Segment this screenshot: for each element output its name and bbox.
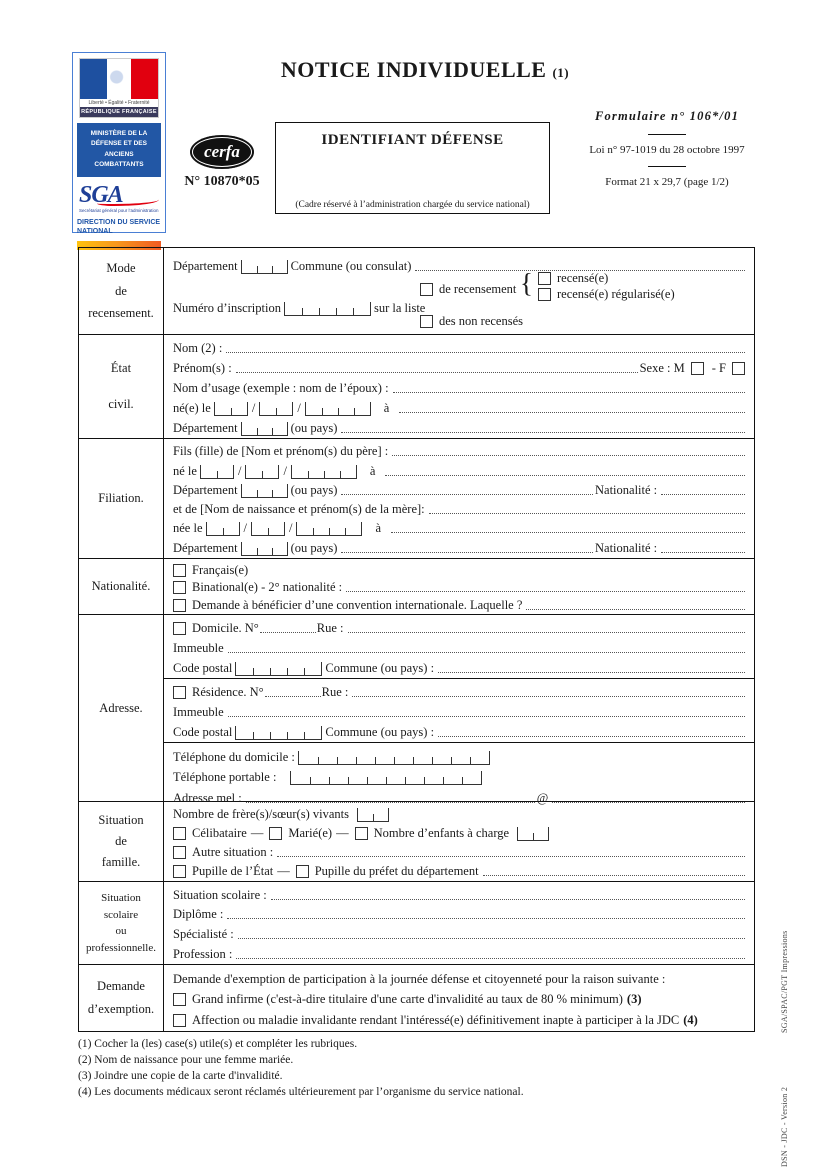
slash-glyph: / [243,521,247,536]
page-title-text: NOTICE INDIVIDUELLE [280,57,547,82]
nom-usage-label: Nom d’usage (exemple : nom de l’époux) : [173,381,389,395]
domicile-code-postal-comb[interactable] [235,662,322,676]
motto-text: Liberté • Égalité • Fraternité [88,100,150,106]
line-francais [173,561,747,579]
specialite-label: Spécialisté : [173,927,234,942]
checkbox-affection[interactable] [173,1014,186,1027]
recense-option [538,271,675,287]
profession-label: Profession : [173,946,233,961]
residence-label: Résidence. N° [192,685,264,699]
commune-pays-label: Commune (ou pays) : [325,661,435,675]
immeuble-label: Immeuble [173,641,224,655]
page-title [225,57,625,83]
pupille-etat-label: Pupille de l’État [192,864,274,878]
nationalite-label: Nationalité : [595,540,658,555]
commune-label: Commune (ou consulat) [290,259,412,273]
pupille-prefet-field[interactable] [483,875,745,876]
domicile-label: Domicile. N° [192,621,259,635]
mere-departement-comb[interactable] [241,542,288,556]
liste-de-recensement-option [420,282,516,298]
pere-pays-field[interactable] [341,494,593,495]
checkbox-non-recenses[interactable] [420,315,433,328]
checkbox-sexe-m[interactable] [691,362,704,375]
direction-service-national-label: DIRECTION DU SERVICE NATIONAL [77,218,161,235]
line-mere-naissance [173,518,747,537]
line-profession [173,943,747,963]
nom-field[interactable] [226,352,745,353]
mere-field[interactable] [429,513,745,514]
divider [648,134,686,135]
residence-block [164,679,754,743]
checkbox-pupille-prefet[interactable] [296,865,309,878]
binational-label: Binational(e) - 2° nationalité : [192,580,343,595]
domicile-commune-field[interactable] [438,672,745,673]
sga-acronym: SGA [79,181,123,208]
pere-lieu-field[interactable] [385,475,745,476]
checkbox-enfants-charge[interactable] [355,827,368,840]
line-pere-naissance [173,460,747,479]
pere-departement-comb[interactable] [241,484,288,498]
section-label-adresse: Adresse. [79,615,164,801]
identifiant-defense-box [275,122,550,214]
section-content-filiation [164,439,754,558]
line-situation-scolaire [173,884,747,904]
idbox-title: IDENTIFIANT DÉFENSE [321,132,504,148]
line-exemption-intro [173,967,747,988]
ou-pays-label: (ou pays) [290,421,338,435]
page-title-note: (1) [552,65,570,80]
mere-lieu-field[interactable] [391,532,745,533]
side-text-version: DSN - JDC - Version 2 [780,1086,789,1167]
section-nationalite [79,558,754,614]
recense-label: recensé(e) [557,271,609,285]
line-nom-usage [173,377,747,397]
checkbox-marie[interactable] [269,827,282,840]
section-content-mode [164,248,754,334]
convention-field[interactable] [526,609,745,610]
line-residence-code-postal [173,721,747,741]
departement-label: Département [173,482,238,497]
section-content-adresse [164,615,754,805]
section-label-filiation: Filiation. [79,439,164,558]
section-situation-scolaire [79,881,754,964]
line-mere [173,499,747,518]
autre-situation-field[interactable] [277,856,745,857]
freres-soeurs-label: Nombre de frère(s)/sœur(s) vivants [173,807,349,821]
dash-glyph: — [336,826,349,840]
mere-day-comb[interactable] [206,522,240,536]
line-autre-situation [173,842,747,861]
checkbox-convention[interactable] [173,599,186,612]
mere-month-comb[interactable] [251,522,285,536]
section-content-exemption [164,965,754,1031]
footnote-3: (3) Joindre une copie de la carte d'invalidité. [78,1070,283,1082]
cerfa-number: N° 10870*05 [184,174,260,189]
domicile-immeuble-field[interactable] [228,652,745,653]
checkbox-recense[interactable] [538,272,551,285]
checkbox-recense-regularise[interactable] [538,288,551,301]
footnote-4: (4) Les documents médicaux seront réclamés ultérieurement par l’organisme du service national. [78,1086,524,1098]
line-pere-departement [173,480,747,499]
section-demande-exemption [79,964,754,1031]
section-situation-famille [79,801,754,881]
mere-pays-field[interactable] [341,552,593,553]
line-prenoms-sexe [173,357,747,377]
a-label: à [375,521,382,536]
checkbox-domicile[interactable] [173,622,186,635]
line-pupille [173,861,747,880]
exemption-intro-label: Demande d'exemption de participation à la journée défense et citoyenneté pour la raison suivante : [173,971,666,986]
checkbox-francais[interactable] [173,564,186,577]
sexe-f-label: - F [711,361,726,375]
line-convention [173,596,747,614]
law-reference: Loi n° 97-1019 du 28 octobre 1997 [589,144,745,156]
nom-label: Nom (2) : [173,341,223,355]
tel-domicile-label: Téléphone du domicile : [173,749,295,764]
residence-commune-field[interactable] [438,736,745,737]
line-domicile-code-postal [173,657,747,677]
commune-pays-label: Commune (ou pays) : [325,725,435,739]
checkbox-sexe-f[interactable] [732,362,745,375]
line-residence-immeuble [173,701,747,721]
form-number: Formulaire n° 106*/01 [594,109,740,123]
celibataire-label: Célibataire [192,826,247,840]
recense-regularise-label: recensé(e) régularisé(e) [557,287,675,301]
republique-francaise-label: RÉPUBLIQUE FRANÇAISE [81,109,157,115]
departement-label: Département [173,540,238,555]
section-label-famille: Situation de famille. [79,802,164,881]
slash-glyph: / [237,463,242,478]
checkbox-binational[interactable] [173,581,186,594]
line-binational [173,579,747,597]
line-mere-departement [173,537,747,556]
line-nom [173,337,747,357]
cerfa-oval-icon [190,135,254,169]
ne-le-label: né(e) le [173,401,211,415]
line-residence [173,681,747,701]
tel-portable-comb[interactable] [290,771,482,785]
rue-label: Rue : [321,685,349,699]
affection-label: Affection ou maladie invalidante rendant l'intéressé(e) définitivement inapte à participer à la JDC [192,1012,680,1027]
section-mode-de-recensement [79,248,754,334]
situation-scolaire-label: Situation scolaire : [173,887,267,902]
line-situation-matrimoniale [173,823,747,842]
checkbox-pupille-etat[interactable] [173,865,186,878]
pere-day-comb[interactable] [200,465,234,479]
at-glyph: @ [536,790,549,805]
line-domicile [173,617,747,637]
a-label: à [383,401,390,415]
republique-francaise-logo [79,58,159,118]
side-text-impressions: SGA/SPAC/PGT Impressions [780,930,789,1033]
section-label-etat-civil: État civil. [79,335,164,438]
line-specialite [173,923,747,943]
autre-situation-label: Autre situation : [192,845,274,859]
domicile-rue-field[interactable] [348,632,745,633]
divider [648,166,686,167]
slash-glyph: / [283,463,287,478]
prenoms-field[interactable] [236,372,638,373]
residence-numero-field[interactable] [265,696,321,697]
birth-day-comb[interactable] [214,402,248,416]
lieu-naissance-field[interactable] [399,412,745,413]
domicile-numero-field[interactable] [260,632,316,633]
convention-label: Demande à bénéficier d’une convention internationale. Laquelle ? [192,597,523,612]
rue-label: Rue : [316,621,344,635]
section-label-mode: Mode de recensement. [79,248,164,334]
line-tel-portable [173,766,747,787]
footnotes [78,1036,718,1100]
section-filiation [79,438,754,558]
specialite-field[interactable] [238,938,745,939]
cerfa-label: cerfa [204,142,240,161]
mere-year-comb[interactable] [296,522,362,536]
ne-le-label: né le [173,463,197,478]
line-domicile-immeuble [173,637,747,657]
birth-year-comb[interactable] [305,402,371,416]
nationalite-label: Nationalité : [595,482,658,497]
line-date-naissance [173,397,747,417]
adresse-mel-label: Adresse mel : [173,790,242,805]
slash-glyph: / [288,521,293,536]
checkbox-liste-de-recensement[interactable] [420,283,433,296]
pere-field[interactable] [392,455,745,456]
numero-inscription-comb[interactable] [284,302,371,316]
marie-label: Marié(e) [288,826,333,840]
diplome-label: Diplôme : [173,907,224,922]
footnote-1: (1) Cocher la (les) case(s) utile(s) et compléter les rubriques. [78,1038,358,1050]
slash-glyph: / [297,401,301,415]
line-diplome [173,904,747,924]
recense-regularise-option [538,287,675,303]
francais-label: Français(e) [192,562,249,577]
enfants-charge-comb[interactable] [517,827,549,841]
form-meta-block [572,109,762,188]
domicile-block [164,615,754,679]
note-3-ref: (3) [626,992,642,1006]
numero-inscription-label: Numéro d’inscription [173,301,281,315]
diplome-field[interactable] [227,918,745,919]
departement-code-comb[interactable] [241,260,288,274]
line-pere [173,441,747,460]
profession-field[interactable] [236,958,745,959]
pere-month-comb[interactable] [245,465,279,479]
residence-code-postal-comb[interactable] [235,726,322,740]
ministry-logo-block [72,52,166,233]
ou-pays-label: (ou pays) [290,540,338,555]
slash-glyph: / [251,401,256,415]
line-freres-soeurs [173,804,747,823]
prenoms-label: Prénom(s) : [173,361,232,375]
departement-label: Département [173,259,238,273]
checkbox-residence[interactable] [173,686,186,699]
situation-scolaire-field[interactable] [271,899,745,900]
sexe-m-label: Sexe : M [639,361,685,375]
tel-domicile-comb[interactable] [298,751,490,765]
de-recensement-label: de recensement [439,282,517,296]
departement-naissance-comb[interactable] [241,422,288,436]
sga-subtitle: Secrétariat général pour l’administration [79,207,159,213]
idbox-note: (Cadre réservé à l’administration chargée du service national) [295,200,530,210]
format-reference: Format 21 x 29,7 (page 1/2) [605,176,729,188]
non-recenses-option [420,314,523,330]
line-tel-domicile [173,745,747,766]
recense-options [538,271,675,303]
residence-immeuble-field[interactable] [228,716,745,717]
line-numero-inscription [173,301,425,317]
mere-label: et de [Nom de naissance et prénom(s) de la mère]: [173,502,425,517]
ou-pays-label: (ou pays) [290,482,338,497]
main-form-table [78,247,755,1032]
pays-naissance-field[interactable] [341,432,745,433]
freres-soeurs-comb[interactable] [357,808,389,822]
section-adresse [79,614,754,805]
birth-month-comb[interactable] [259,402,293,416]
code-postal-label: Code postal [173,661,233,675]
contact-block [164,743,754,808]
sur-la-liste-label: sur la liste [373,301,426,315]
code-postal-label: Code postal [173,725,233,739]
line-departement-naissance [173,417,747,437]
nee-le-label: née le [173,521,203,536]
non-recenses-label: des non recensés [439,314,523,328]
grand-infirme-label: Grand infirme (c'est-à-dire titulaire d'une carte d'invalidité au taux de 80 % minimum) [192,992,623,1006]
tel-portable-label: Téléphone portable : [173,770,277,784]
checkbox-celibataire[interactable] [173,827,186,840]
sga-logo [77,183,161,213]
section-label-nationalite: Nationalité. [79,559,164,614]
section-content-scolaire [164,882,754,964]
footnote-2: (2) Nom de naissance pour une femme mariée. [78,1054,294,1066]
note-4-ref: (4) [683,1012,698,1027]
line-affection [173,1008,747,1029]
a-label: à [369,463,376,478]
mere-nationalite-field[interactable] [661,552,745,553]
departement-label: Département [173,421,238,435]
binational-field[interactable] [346,591,745,592]
pupille-prefet-label: Pupille du préfet du département [314,864,479,878]
section-content-nationalite [164,559,754,614]
section-label-exemption: Demande d’exemption. [79,965,164,1031]
cerfa-logo-block [180,135,264,190]
dash-glyph: — [277,864,290,878]
enfants-charge-label: Nombre d’enfants à charge [373,826,510,840]
dash-glyph: — [250,826,264,840]
pere-year-comb[interactable] [291,465,357,479]
ministry-name: MINISTÈRE DE LA DÉFENSE ET DES ANCIENS COMBATTANTS [77,123,161,177]
brace-glyph: { [520,268,533,298]
section-content-etat-civil [164,335,754,438]
section-content-famille [164,802,754,881]
immeuble-label: Immeuble [173,705,224,719]
french-flag-icon [80,59,158,99]
nom-usage-field[interactable] [393,392,745,393]
pere-label: Fils (fille) de [Nom et prénom(s) du père] : [173,444,389,459]
section-label-scolaire: Situation scolaire ou professionnelle. [79,882,164,964]
residence-rue-field[interactable] [352,696,745,697]
checkbox-autre-situation[interactable] [173,846,186,859]
line-grand-infirme [173,988,747,1009]
section-etat-civil [79,334,754,438]
checkbox-grand-infirme[interactable] [173,993,186,1006]
pere-nationalite-field[interactable] [661,494,745,495]
